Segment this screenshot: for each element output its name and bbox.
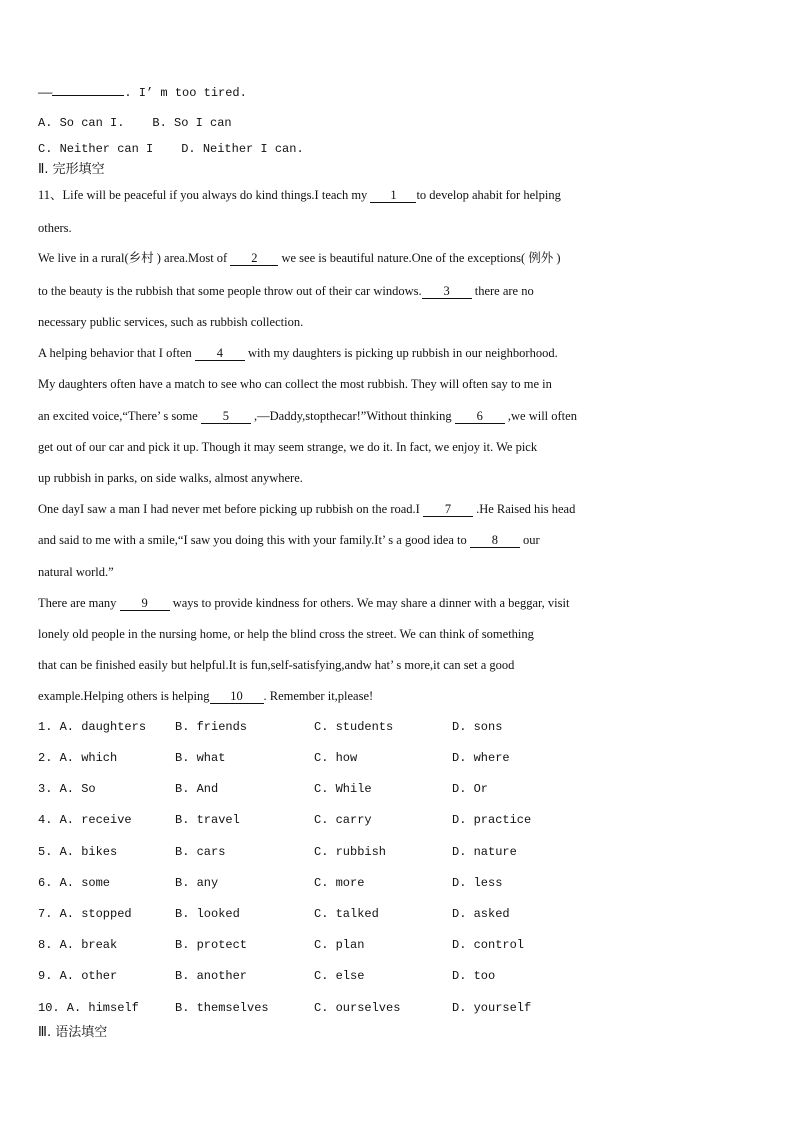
passage-line-11 bbox=[38, 500, 575, 518]
q10-rest: . I’ m too tired. bbox=[124, 86, 247, 100]
passage-text: . Remember it,please! bbox=[263, 689, 374, 703]
passage-line-13: natural world.” bbox=[38, 565, 114, 579]
option-row-6 bbox=[38, 874, 758, 892]
passage-text: There are many bbox=[38, 596, 120, 610]
option-c: C. ourselves bbox=[314, 1001, 401, 1015]
q10-blank bbox=[52, 95, 124, 96]
option-a: 4. A. receive bbox=[38, 813, 132, 827]
option-c: C. more bbox=[314, 876, 365, 890]
passage-text: ,—Daddy,stopthecar!”Without thinking bbox=[250, 409, 455, 423]
blank-9: 9 bbox=[120, 596, 170, 611]
option-d: D. sons bbox=[452, 720, 503, 734]
option-b: B. any bbox=[175, 876, 219, 890]
option-a: 5. A. bikes bbox=[38, 845, 118, 859]
option-b: B. another bbox=[175, 969, 248, 983]
q10-options-cd bbox=[38, 140, 304, 158]
passage-line-8 bbox=[38, 407, 577, 425]
q10-option-d: D. Neither I can. bbox=[181, 142, 304, 156]
option-a: 9. A. other bbox=[38, 969, 118, 983]
q10-option-b: B. So I can bbox=[152, 116, 232, 130]
option-row-1 bbox=[38, 718, 758, 736]
option-b: B. what bbox=[175, 751, 226, 765]
option-d: D. where bbox=[452, 751, 510, 765]
option-row-9 bbox=[38, 967, 758, 985]
passage-text: there are no bbox=[471, 284, 534, 298]
q10-dash: —— bbox=[38, 86, 53, 100]
passage-text: ,we will often bbox=[504, 409, 577, 423]
option-d: D. nature bbox=[452, 845, 517, 859]
q10-option-a: A. So can I. bbox=[38, 116, 125, 130]
option-d: D. too bbox=[452, 969, 496, 983]
blank-4: 4 bbox=[195, 346, 245, 361]
passage-text: and said to me with a smile,“I saw you doing this with your family.It’ s a good idea to bbox=[38, 533, 470, 547]
option-b: B. protect bbox=[175, 938, 248, 952]
option-d: D. less bbox=[452, 876, 503, 890]
blank-6: 6 bbox=[455, 409, 505, 424]
passage-line-14 bbox=[38, 594, 569, 612]
passage-line-15: lonely old people in the nursing home, or help the blind cross the street. We can think of something bbox=[38, 627, 534, 641]
blank-1: 1 bbox=[370, 188, 416, 203]
option-b: B. And bbox=[175, 782, 219, 796]
option-row-2 bbox=[38, 749, 758, 767]
blank-10: 10 bbox=[210, 689, 264, 704]
option-d: D. asked bbox=[452, 907, 510, 921]
passage-text: with my daughters is picking up rubbish in our neighborhood. bbox=[244, 346, 558, 360]
option-b: B. cars bbox=[175, 845, 226, 859]
passage-text: We live in a rural(乡村 ) area.Most of bbox=[38, 251, 231, 265]
option-a: 8. A. break bbox=[38, 938, 118, 952]
blank-8: 8 bbox=[470, 533, 520, 548]
passage-text: example.Helping others is helping bbox=[38, 689, 210, 703]
passage-text: .He Raised his head bbox=[472, 502, 576, 516]
passage-line-12 bbox=[38, 531, 540, 549]
option-d: D. control bbox=[452, 938, 525, 952]
option-c: C. students bbox=[314, 720, 394, 734]
passage-text: we see is beautiful nature.One of the exceptions( 例外 ) bbox=[278, 251, 561, 265]
passage-line-3 bbox=[38, 249, 561, 267]
q10-option-c: C. Neither can I bbox=[38, 142, 154, 156]
passage-line-9: get out of our car and pick it up. Though it may seem strange, we do it. In fact, we enjoy it. We pick bbox=[38, 440, 538, 454]
section-3-title: Ⅲ. 语法填空 bbox=[38, 1025, 108, 1040]
option-b: B. looked bbox=[175, 907, 240, 921]
passage-text: A helping behavior that I often bbox=[38, 346, 195, 360]
passage-text: One dayI saw a man I had never met before picking up rubbish on the road.I bbox=[38, 502, 423, 516]
option-row-3 bbox=[38, 780, 758, 798]
option-a: 6. A. some bbox=[38, 876, 111, 890]
option-c: C. carry bbox=[314, 813, 372, 827]
option-c: C. plan bbox=[314, 938, 365, 952]
option-b: B. friends bbox=[175, 720, 248, 734]
passage-line-16: that can be finished easily but helpful.It is fun,self-satisfying,andw hat’ s more,it can set a good bbox=[38, 658, 515, 672]
blank-3: 3 bbox=[422, 284, 472, 299]
option-d: D. Or bbox=[452, 782, 489, 796]
option-d: D. yourself bbox=[452, 1001, 532, 1015]
passage-line-6 bbox=[38, 344, 558, 362]
passage-line-2: others. bbox=[38, 221, 72, 235]
passage-line-10: up rubbish in parks, on side walks, almost anywhere. bbox=[38, 471, 303, 485]
option-c: C. rubbish bbox=[314, 845, 387, 859]
passage-line-5: necessary public services, such as rubbish collection. bbox=[38, 315, 304, 329]
option-a: 7. A. stopped bbox=[38, 907, 132, 921]
passage-line-1 bbox=[38, 186, 561, 204]
option-d: D. practice bbox=[452, 813, 532, 827]
option-b: B. themselves bbox=[175, 1001, 269, 1015]
option-row-4 bbox=[38, 811, 758, 829]
blank-5: 5 bbox=[201, 409, 251, 424]
passage-text: ways to provide kindness for others. We may share a dinner with a beggar, visit bbox=[169, 596, 570, 610]
option-a: 1. A. daughters bbox=[38, 720, 147, 734]
option-a: 3. A. So bbox=[38, 782, 96, 796]
q10-stem bbox=[38, 84, 247, 102]
option-row-10 bbox=[38, 999, 758, 1017]
q10-options-ab bbox=[38, 114, 232, 132]
passage-text: an excited voice,“There’ s some bbox=[38, 409, 201, 423]
passage-line-17 bbox=[38, 687, 373, 705]
option-row-7 bbox=[38, 905, 758, 923]
option-row-8 bbox=[38, 936, 758, 954]
option-c: C. else bbox=[314, 969, 365, 983]
passage-line-7: My daughters often have a match to see who can collect the most rubbish. They will often say to me in bbox=[38, 377, 552, 391]
option-row-5 bbox=[38, 843, 758, 861]
option-c: C. talked bbox=[314, 907, 379, 921]
passage-text: 11、Life will be peaceful if you always do kind things.I teach my bbox=[38, 188, 371, 202]
option-a: 10. A. himself bbox=[38, 1001, 139, 1015]
blank-2: 2 bbox=[230, 251, 278, 266]
option-c: C. how bbox=[314, 751, 358, 765]
passage-text: our bbox=[519, 533, 540, 547]
passage-text: to develop ahabit for helping bbox=[416, 188, 561, 202]
blank-7: 7 bbox=[423, 502, 473, 517]
option-b: B. travel bbox=[175, 813, 240, 827]
section-2-title: Ⅱ. 完形填空 bbox=[38, 162, 105, 177]
passage-text: to the beauty is the rubbish that some people throw out of their car windows. bbox=[38, 284, 422, 298]
option-a: 2. A. which bbox=[38, 751, 118, 765]
passage-line-4 bbox=[38, 282, 534, 300]
option-c: C. While bbox=[314, 782, 372, 796]
